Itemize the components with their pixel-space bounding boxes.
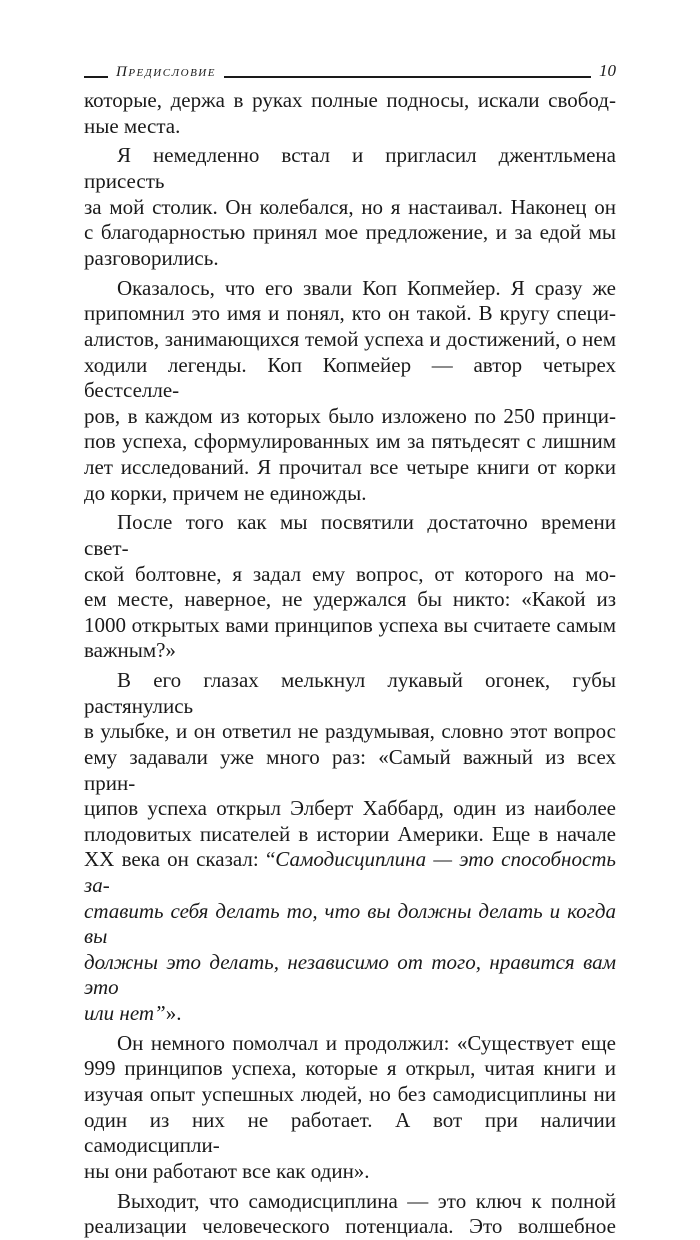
text-line: ской болтовне, я задал ему вопрос, от которого на мо- (84, 561, 616, 586)
running-header (84, 61, 616, 81)
text-line: важным?» (84, 638, 176, 663)
text-line: ные места. (84, 113, 181, 138)
text-line: Выходит, что самодисциплина — это ключ к полной (117, 1188, 616, 1213)
text-line: один из них не работает. А вот при наличии самодисципли- (84, 1107, 616, 1158)
text-line: Оказалось, что его звали Коп Копмейер. Я сразу же (117, 275, 616, 300)
quote-italic: Самодисциплина — это способность за- (84, 847, 616, 897)
text-line: которые, держа в руках полные подносы, искали свобод- (84, 88, 616, 112)
header-rule-left (84, 76, 108, 78)
text-span: ». (165, 1000, 182, 1025)
text-line: ходили легенды. Коп Копмейер — автор четырех бестселле- (84, 352, 616, 403)
text-line: реализации человеческого потенциала. Это волшебное (84, 1214, 616, 1239)
text-line: Он немного помолчал и продолжил: «Существует еще (117, 1030, 616, 1055)
body-text (84, 88, 616, 1240)
text-line: В его глазах мелькнул лукавый огонек, губы растянулись (84, 668, 616, 718)
text-line: ципов успеха открыл Элберт Хаббард, один из наиболее (84, 796, 616, 821)
text-line: 1000 открытых вами принципов успеха вы считаете самым (84, 612, 616, 637)
text-line: пов успеха, сформулированных им за пятьдесят с лишним (84, 429, 616, 454)
text-line: за мой столик. Он колебался, но я настаивал. Наконец он (84, 194, 616, 219)
text-line (84, 899, 616, 950)
text-line: до корки, причем не единожды. (84, 480, 367, 505)
text-line (84, 1001, 616, 1027)
text-line: ем месте, наверное, не удержался бы никто: «Какой из (84, 587, 616, 612)
text-line: с благодарностью принял мое предложение, и за едой мы (84, 220, 616, 245)
text-line: изучая опыт успешных людей, но без самодисциплины ни (84, 1082, 616, 1107)
text-line (84, 847, 616, 898)
text-line: плодовитых писателей в истории Америки. Еще в начале (84, 821, 616, 846)
section-title: Предисловие (116, 64, 216, 80)
text-line: в улыбке, и он ответил не раздумывая, словно этот вопрос (84, 719, 616, 744)
text-span: XX века он сказал: “ (84, 847, 276, 872)
text-line: ему задавали уже много раз: «Самый важный из всех прин- (84, 745, 616, 795)
quote-italic: должны это делать, независимо от того, нравится вам это (84, 949, 616, 1000)
quote-italic: или нет” (84, 1000, 166, 1025)
text-line: ров, в каждом из которых было изложено по 250 принци- (84, 403, 616, 428)
text-line: лет исследований. Я прочитал все четыре книги от корки (84, 454, 616, 479)
text-line: алистов, занимающихся темой успеха и достижений, о нем (84, 326, 616, 351)
text-line: После того как мы посвятили достаточно времени свет- (84, 510, 616, 560)
text-line: Я немедленно встал и пригласил джентльмена присесть (84, 143, 616, 194)
quote-italic: ставить себя делать то, что вы должны делать и когда вы (84, 898, 616, 949)
text-line: разговорились. (84, 245, 219, 270)
text-line (84, 950, 616, 1001)
page-number: 10 (599, 61, 616, 80)
header-rule (224, 76, 591, 78)
text-line: 999 принципов успеха, которые я открыл, читая книги и (84, 1056, 616, 1081)
text-line: ны они работают все как один». (84, 1158, 370, 1183)
text-line: припомнил это имя и понял, кто он такой. В кругу специ- (84, 301, 616, 326)
